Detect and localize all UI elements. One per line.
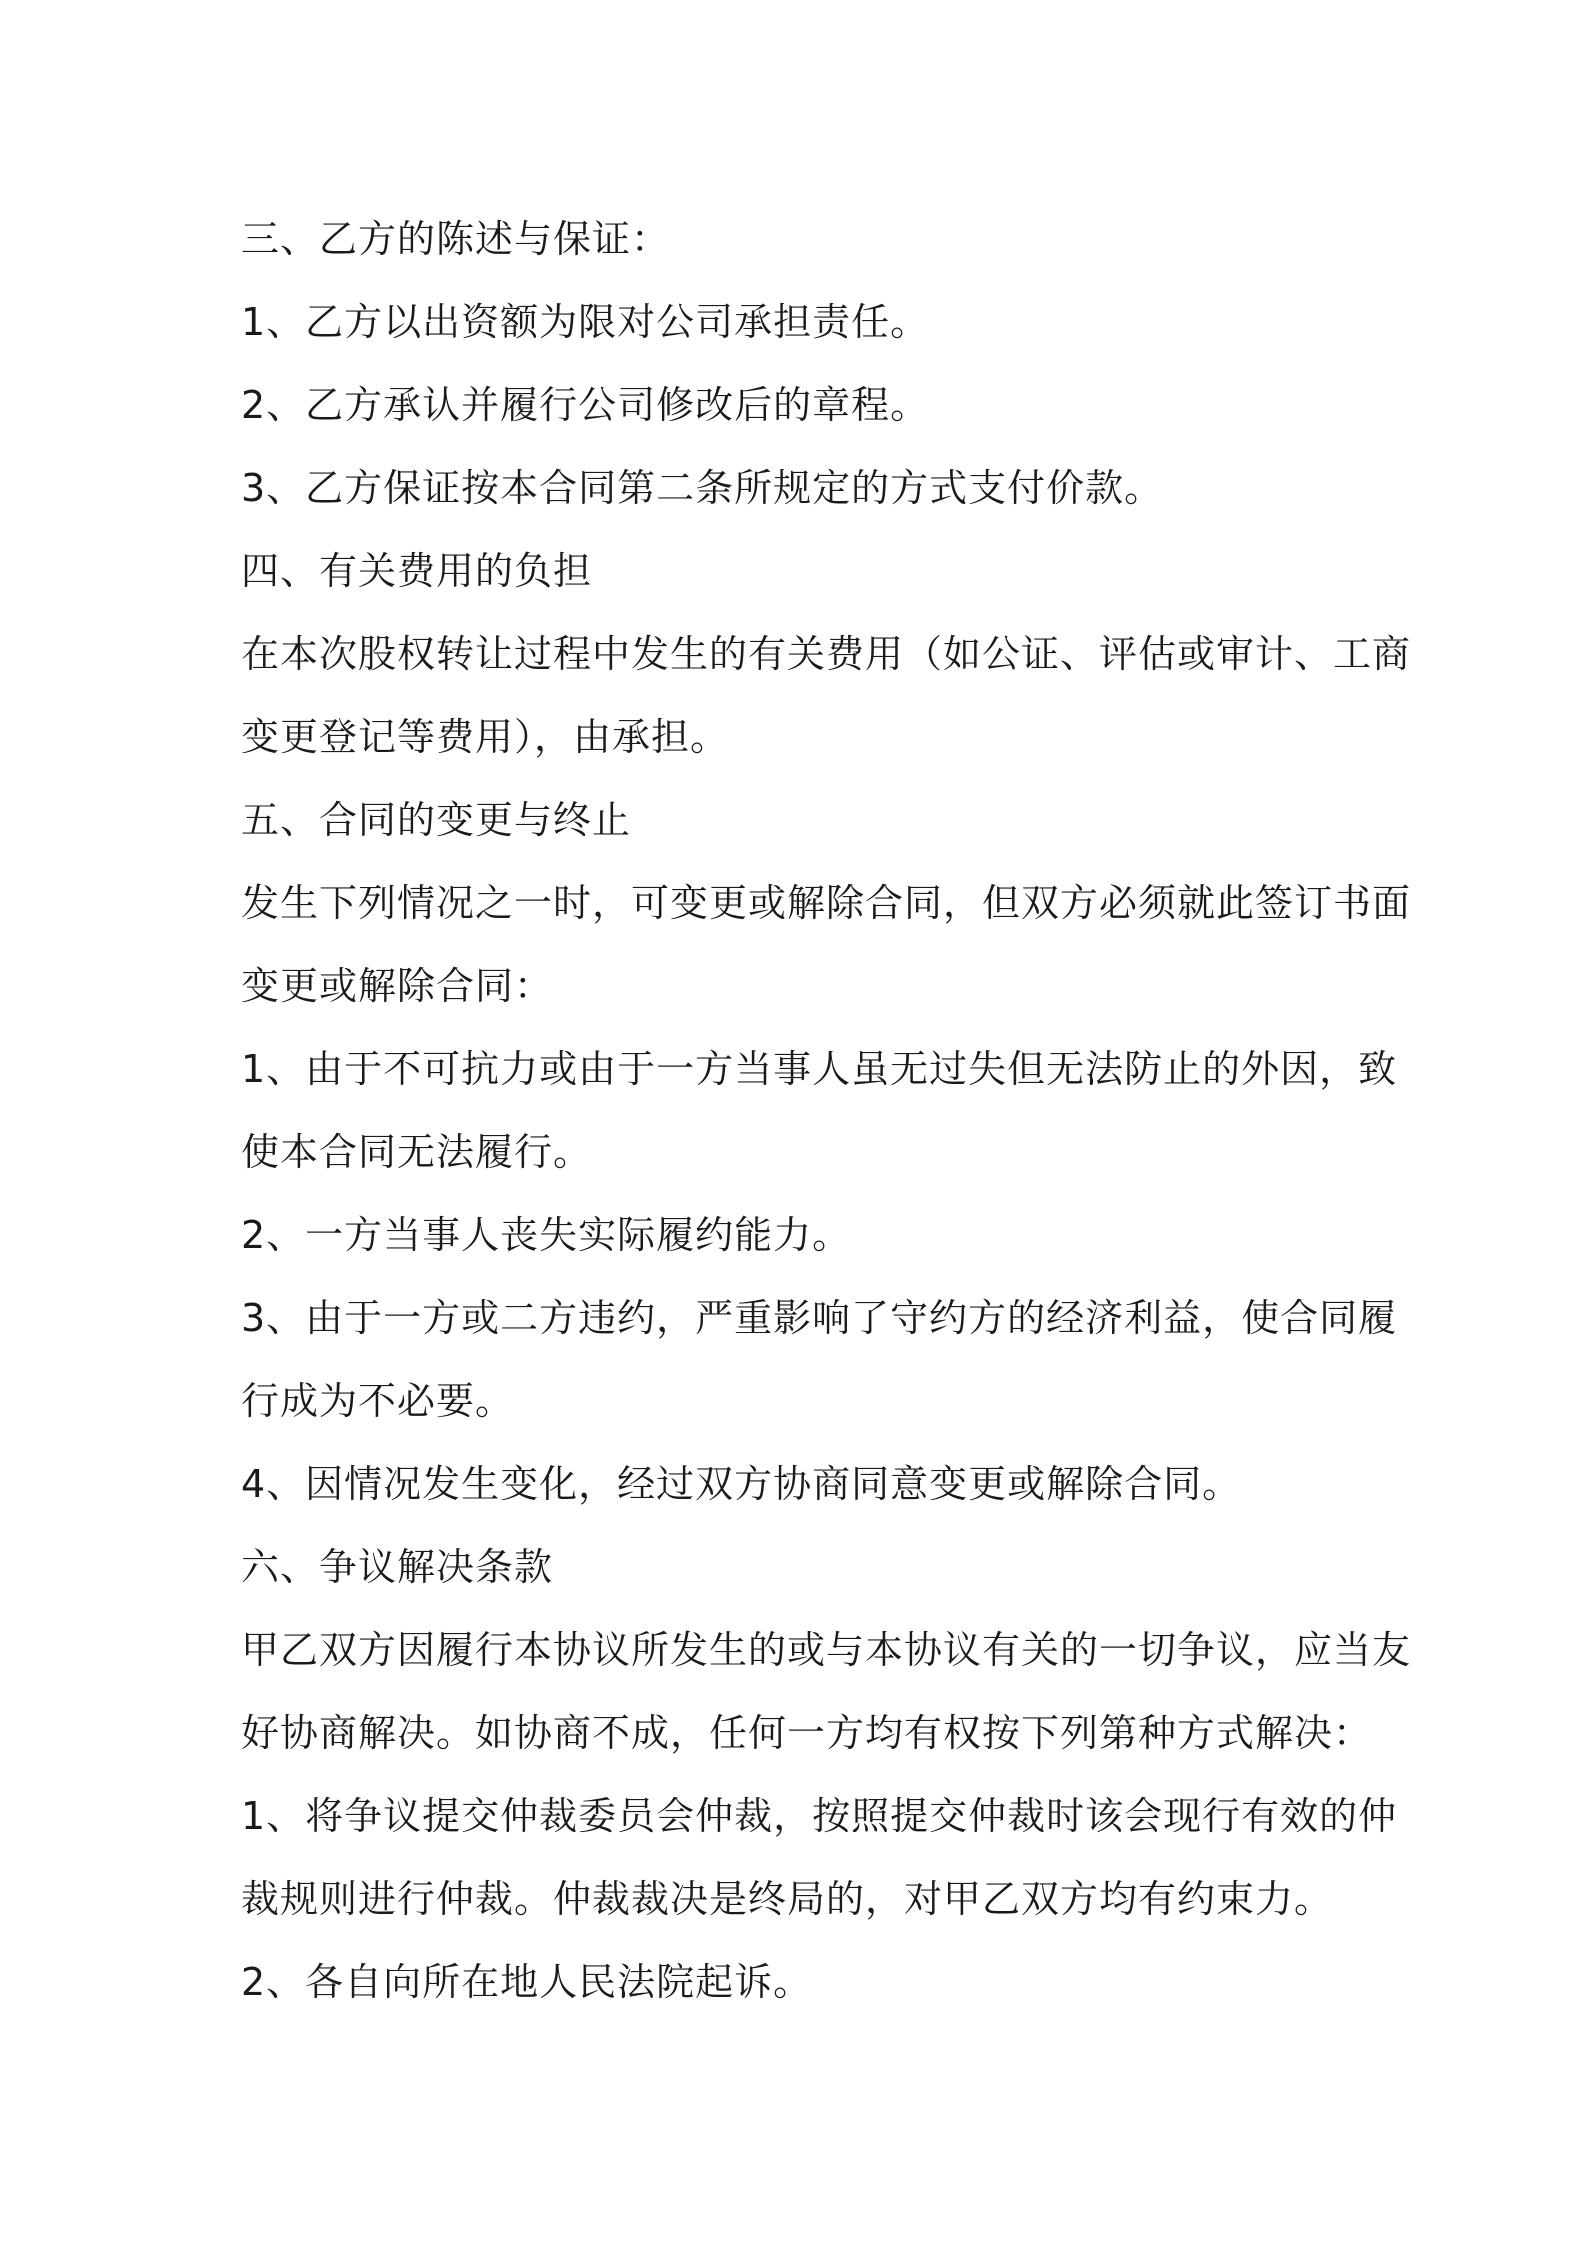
- clause-3-3: 3、乙方保证按本合同第二条所规定的方式支付价款。: [241, 466, 1164, 510]
- paragraph-dispute-line-1: 甲乙双方因履行本协议所发生的或与本协议有关的一切争议，应当友: [241, 1628, 1412, 1672]
- clause-5-1-line-1: 1、由于不可抗力或由于一方当事人虽无过失但无法防止的外因，致: [241, 1047, 1398, 1091]
- clause-5-2: 2、一方当事人丧失实际履约能力。: [241, 1213, 852, 1257]
- clause-6-1-line-2: 裁规则进行仲裁。仲裁裁决是终局的，对甲乙双方均有约束力。: [241, 1877, 1334, 1921]
- section-heading-3: 三、乙方的陈述与保证：: [241, 217, 671, 261]
- clause-3-2: 2、乙方承认并履行公司修改后的章程。: [241, 383, 930, 427]
- clause-5-1-line-2: 使本合同无法履行。: [241, 1130, 593, 1174]
- clause-5-4: 4、因情况发生变化，经过双方协商同意变更或解除合同。: [241, 1462, 1242, 1506]
- clause-5-3-line-1: 3、由于一方或二方违约，严重影响了守约方的经济利益，使合同履: [241, 1296, 1398, 1340]
- section-heading-6: 六、争议解决条款: [241, 1545, 554, 1589]
- clause-6-1-line-1: 1、将争议提交仲裁委员会仲裁，按照提交仲裁时该会现行有效的仲: [241, 1794, 1398, 1838]
- section-heading-5: 五、合同的变更与终止: [241, 798, 632, 842]
- paragraph-fees-line-2: 变更登记等费用），由承担。: [241, 715, 730, 759]
- document-body: [241, 198, 1412, 2024]
- paragraph-change-line-1: 发生下列情况之一时，可变更或解除合同，但双方必须就此签订书面: [241, 881, 1412, 925]
- paragraph-dispute-line-2: 好协商解决。如协商不成，任何一方均有权按下列第种方式解决：: [241, 1711, 1373, 1755]
- clause-6-2: 2、各自向所在地人民法院起诉。: [241, 1960, 813, 2004]
- paragraph-fees-line-1: 在本次股权转让过程中发生的有关费用（如公证、评估或审计、工商: [241, 632, 1412, 676]
- paragraph-change-line-2: 变更或解除合同：: [241, 964, 554, 1008]
- clause-3-1: 1、乙方以出资额为限对公司承担责任。: [241, 300, 930, 344]
- clause-5-3-line-2: 行成为不必要。: [241, 1379, 515, 1423]
- section-heading-4: 四、有关费用的负担: [241, 549, 593, 593]
